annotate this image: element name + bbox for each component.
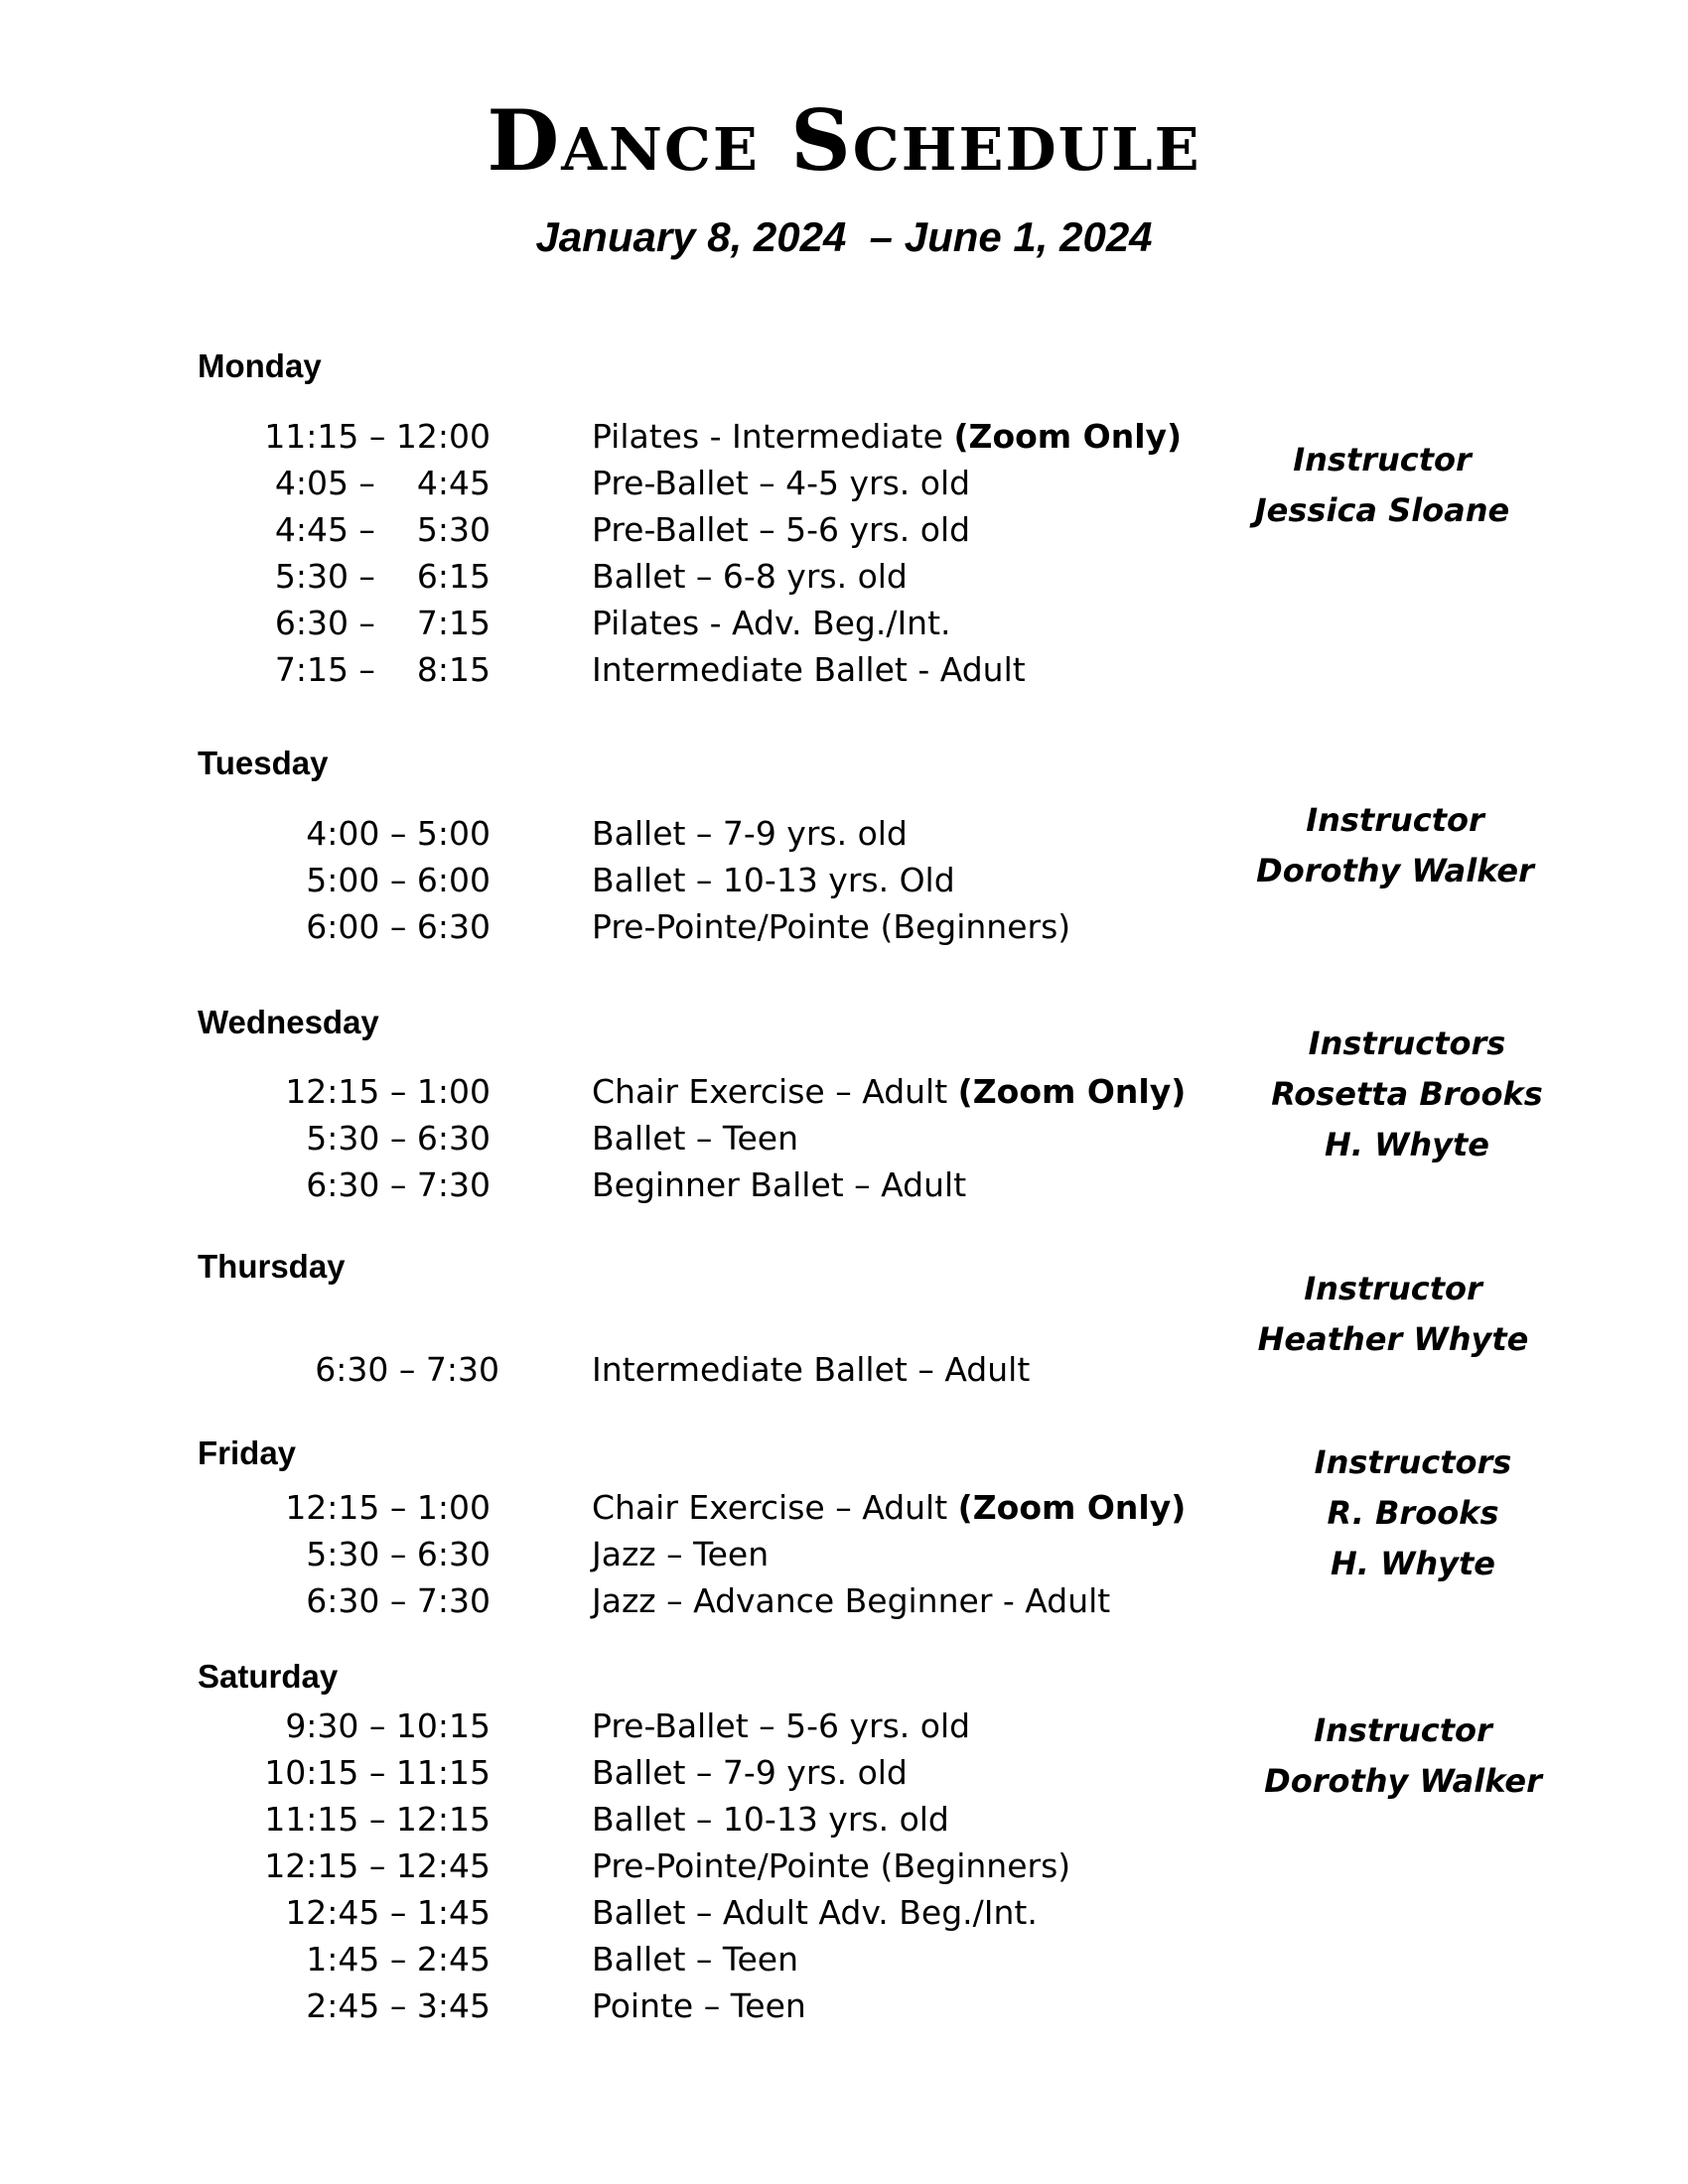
class-time: 6:30 – 7:30 — [306, 1581, 491, 1620]
class-time: 1:45 – 2:45 — [306, 1940, 491, 1979]
class-name: Pre-Pointe/Pointe (Beginners) — [592, 1846, 1071, 1885]
class-time: 7:15 – 8:15 — [274, 650, 491, 689]
class-name: Ballet – Teen — [592, 1119, 798, 1158]
class-name: Pilates - Intermediate (Zoom Only) — [592, 417, 1183, 456]
class-time: 4:45 – 5:30 — [274, 510, 491, 549]
class-time: 10:15 – 11:15 — [264, 1753, 491, 1792]
day-heading-friday: Friday — [198, 1434, 297, 1471]
class-time: 5:30 – 6:15 — [274, 557, 491, 596]
class-time: 5:00 – 6:00 — [306, 861, 491, 899]
class-name: Ballet – 6-8 yrs. old — [592, 557, 908, 596]
day-heading-saturday: Saturday — [198, 1658, 339, 1695]
instructor-name: H. Whyte — [1330, 1545, 1495, 1582]
instructor-block-thursday — [1185, 1264, 1602, 1365]
class-name: Ballet – Teen — [592, 1940, 798, 1979]
class-time: 5:30 – 6:30 — [306, 1119, 491, 1158]
class-time: 4:00 – 5:00 — [306, 814, 491, 853]
class-time: 2:45 – 3:45 — [306, 1986, 491, 2025]
day-heading-wednesday: Wednesday — [198, 1004, 379, 1040]
instructor-name: Rosetta Brooks — [1271, 1075, 1543, 1113]
class-time: 12:45 – 1:45 — [285, 1893, 491, 1932]
date-range: January 8, 2024 – June 1, 2024 — [535, 213, 1153, 260]
day-heading-monday: Monday — [198, 347, 322, 384]
class-time: 12:15 – 1:00 — [285, 1488, 491, 1527]
class-name: Pre-Ballet – 4-5 yrs. old — [592, 464, 971, 502]
class-name: Chair Exercise – Adult (Zoom Only) — [592, 1072, 1187, 1111]
class-name: Chair Exercise – Adult (Zoom Only) — [592, 1488, 1187, 1527]
instructor-block-friday — [1204, 1437, 1621, 1589]
class-name: Pre-Pointe/Pointe (Beginners) — [592, 907, 1071, 946]
instructor-name: Heather Whyte — [1257, 1320, 1529, 1358]
zoom-only-note: (Zoom Only) — [957, 1072, 1187, 1111]
page-title: Dance Schedule — [487, 91, 1201, 190]
instructor-name: Dorothy Walker — [1256, 852, 1534, 889]
day-heading-tuesday: Tuesday — [198, 745, 329, 781]
class-name: Pre-Ballet – 5-6 yrs. old — [592, 510, 971, 549]
class-name: Pointe – Teen — [592, 1986, 806, 2025]
class-name: Pilates - Adv. Beg./Int. — [592, 604, 951, 642]
instructor-heading: Instructors — [1308, 1024, 1506, 1062]
instructor-heading: Instructors — [1314, 1443, 1512, 1481]
instructor-name: R. Brooks — [1327, 1494, 1499, 1532]
class-name: Pre-Ballet – 5-6 yrs. old — [592, 1706, 971, 1745]
class-time: 6:30 – 7:30 — [315, 1350, 499, 1389]
class-time: 6:30 – 7:30 — [306, 1165, 491, 1204]
class-name: Ballet – 10-13 yrs. old — [592, 1800, 949, 1839]
instructor-heading: Instructor — [1293, 441, 1472, 478]
instructor-block-tuesday — [1187, 795, 1604, 896]
class-time: 5:30 – 6:30 — [306, 1535, 491, 1573]
class-name: Ballet – Adult Adv. Beg./Int. — [592, 1893, 1038, 1932]
class-time: 4:05 – 4:45 — [274, 464, 491, 502]
class-name: Ballet – 10-13 yrs. Old — [592, 861, 955, 899]
class-name: Beginner Ballet – Adult — [592, 1165, 967, 1204]
class-time: 11:15 – 12:00 — [264, 417, 491, 456]
class-time: 11:15 – 12:15 — [264, 1800, 491, 1839]
class-time: 9:30 – 10:15 — [285, 1706, 491, 1745]
class-name: Intermediate Ballet – Adult — [592, 1350, 1031, 1389]
class-time: 6:30 – 7:15 — [274, 604, 491, 642]
zoom-only-note: (Zoom Only) — [957, 1488, 1187, 1527]
instructor-name: Jessica Sloane — [1254, 491, 1510, 529]
instructor-name: H. Whyte — [1324, 1126, 1489, 1163]
instructor-heading: Instructor — [1304, 1270, 1482, 1307]
class-time: 6:00 – 6:30 — [306, 907, 491, 946]
day-heading-thursday: Thursday — [198, 1248, 346, 1285]
instructor-heading: Instructor — [1306, 801, 1484, 839]
instructor-block-wednesday — [1198, 1019, 1616, 1170]
class-name: Jazz – Teen — [592, 1535, 770, 1573]
class-name: Ballet – 7-9 yrs. old — [592, 1753, 908, 1792]
class-time: 12:15 – 12:45 — [264, 1846, 491, 1885]
class-name: Ballet – 7-9 yrs. old — [592, 814, 908, 853]
instructor-block-monday — [1174, 435, 1591, 536]
zoom-only-note: (Zoom Only) — [953, 417, 1183, 456]
class-time: 12:15 – 1:00 — [285, 1072, 491, 1111]
instructor-heading: Instructor — [1314, 1711, 1492, 1749]
instructor-block-saturday — [1195, 1706, 1612, 1807]
instructor-name: Dorothy Walker — [1264, 1762, 1542, 1800]
class-name: Intermediate Ballet - Adult — [592, 650, 1026, 689]
class-name: Jazz – Advance Beginner - Adult — [592, 1581, 1111, 1620]
